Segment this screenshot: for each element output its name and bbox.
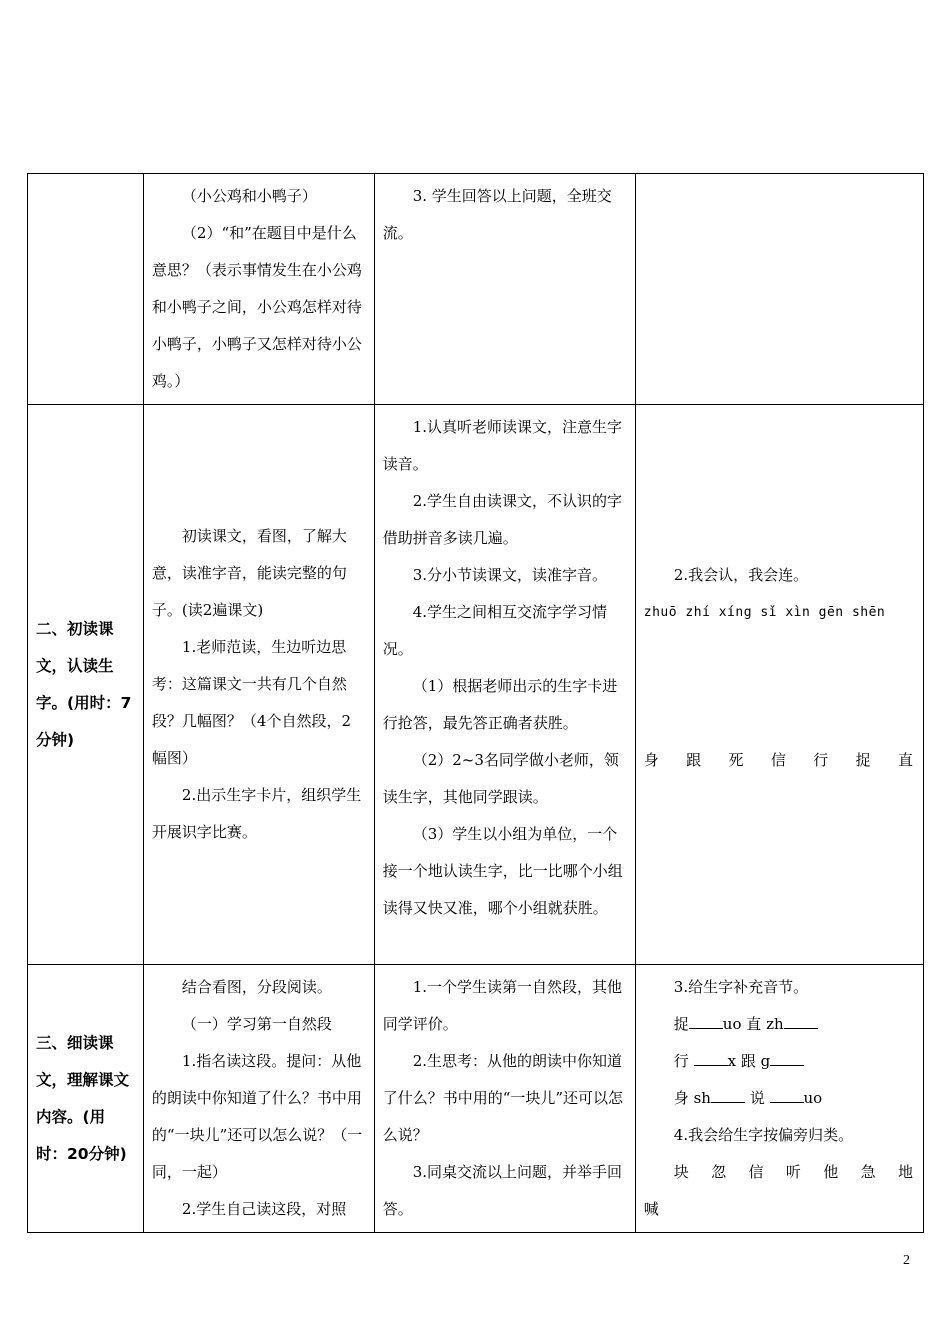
char: 跟 <box>740 1052 756 1070</box>
text-line: 1.指名读这段。提问：从他的朗读中你知道了什么？书中用的“一块儿”还可以怎么说？（一同，一起） <box>151 1052 363 1181</box>
char: 急 <box>860 1163 876 1181</box>
blank <box>711 1087 745 1103</box>
text-line: 4.学生之间相互交流字学习情况。 <box>382 603 608 658</box>
text-line: 2.出示生字卡片，组织学生开展识字比赛。 <box>151 786 362 841</box>
char: 他 <box>823 1163 839 1181</box>
exercise-title: 3.给生字补充音节。 <box>673 978 809 996</box>
char: 直 <box>897 751 913 769</box>
char: 身 <box>673 1089 689 1107</box>
teacher-activity-cell <box>143 405 374 965</box>
text-line: （小公鸡和小鸭子） <box>181 187 317 205</box>
fill-line <box>644 1006 915 1043</box>
student-activity-cell <box>374 174 635 405</box>
text-line: （3）学生以小组为单位，一个接一个地认读生字，比一比哪个小组读得又快又准，哪个小组就获胜。 <box>382 825 623 917</box>
syllable-part: x <box>727 1052 737 1070</box>
text-line: （1）根据老师出示的生字卡进行抢答，最先答正确者获胜。 <box>382 677 618 732</box>
syllable-part: sh <box>693 1089 711 1107</box>
fill-line <box>644 1043 915 1080</box>
section-title: 三、细读课文，理解课文内容。(用时：20分钟) <box>36 1033 130 1163</box>
char: 捉 <box>855 751 871 769</box>
table-row <box>28 965 924 1233</box>
text-line: （一）学习第一自然段 <box>181 1015 332 1033</box>
char: 说 <box>749 1089 765 1107</box>
char: 地 <box>897 1163 913 1181</box>
char: 跟 <box>686 751 702 769</box>
section-title: 二、初读课文，认读生字。(用时：7分钟) <box>36 619 132 749</box>
exercise-cell <box>635 405 923 965</box>
teacher-activity-cell <box>143 174 374 405</box>
char: 信 <box>770 751 786 769</box>
char: 信 <box>748 1163 764 1181</box>
syllable-part: g <box>760 1052 771 1070</box>
text-line: 结合看图，分段阅读。 <box>181 978 332 996</box>
lesson-plan-table <box>27 173 924 1233</box>
exercise-title: 4.我会给生字按偏旁归类。 <box>673 1126 854 1144</box>
student-activity-cell <box>374 965 635 1233</box>
exercise-cell <box>635 174 923 405</box>
text-line: （2）2~3名同学做小老师，领读生字，其他同学跟读。 <box>382 751 619 806</box>
char: 死 <box>728 751 744 769</box>
char: 喊 <box>643 1200 659 1218</box>
student-activity-cell <box>374 405 635 965</box>
table-row <box>28 174 924 405</box>
syllable-part: uo <box>803 1089 823 1107</box>
teacher-activity-cell <box>143 965 374 1233</box>
text-line: 3.分小节读课文，读准字音。 <box>412 566 608 584</box>
char-row <box>644 742 915 779</box>
syllable-part: uo <box>722 1015 742 1033</box>
char: 身 <box>643 751 659 769</box>
page-number: 2 <box>903 1253 910 1268</box>
char: 行 <box>673 1052 689 1070</box>
blank <box>694 1050 728 1066</box>
text-line: 3.同桌交流以上问题，并举手回答。 <box>382 1163 623 1218</box>
char-row <box>644 1154 915 1191</box>
exercise-cell <box>635 965 923 1233</box>
char: 行 <box>813 751 829 769</box>
pinyin-line: zhuō zhí xíng sǐ xìn gēn shēn <box>643 605 886 620</box>
section-cell <box>28 174 144 405</box>
blank <box>770 1050 804 1066</box>
char: 直 <box>746 1015 762 1033</box>
text-line: 1.老师范读，生边听边思考：这篇课文一共有几个自然段？几幅图？（4个自然段，2幅图） <box>151 638 352 767</box>
char: 忽 <box>711 1163 727 1181</box>
text-line: 初读课文，看图，了解大意，读准字音，能读完整的句子。(读2遍课文) <box>151 527 347 619</box>
text-line: 2.学生自己读这段，对照 <box>181 1200 347 1218</box>
text-line: 3. 学生回答以上问题，全班交流。 <box>382 187 612 242</box>
char: 块 <box>673 1163 689 1181</box>
fill-line <box>644 1080 915 1117</box>
section-cell <box>28 965 144 1233</box>
text-line: 2.生思考：从他的朗读中你知道了什么？书中用的“一块儿”还可以怎么说？ <box>382 1052 624 1144</box>
blank <box>784 1013 818 1029</box>
exercise-title: 2.我会认，我会连。 <box>673 566 809 584</box>
char: 听 <box>785 1163 801 1181</box>
char: 捉 <box>673 1015 689 1033</box>
syllable-part: zh <box>766 1015 784 1033</box>
section-cell <box>28 405 144 965</box>
blank <box>770 1087 804 1103</box>
text-line: （2）“和”在题目中是什么意思？（表示事情发生在小公鸡和小鸭子之间，小公鸡怎样对待小鸭子，小鸭子又怎样对待小公鸡。） <box>151 224 362 390</box>
table-row <box>28 405 924 965</box>
text-line: 2.学生自由读课文，不认识的字借助拼音多读几遍。 <box>382 492 623 547</box>
text-line: 1.认真听老师读课文，注意生字读音。 <box>382 418 623 473</box>
blank <box>689 1013 723 1029</box>
text-line: 1.一个学生读第一自然段，其他同学评价。 <box>382 978 623 1033</box>
